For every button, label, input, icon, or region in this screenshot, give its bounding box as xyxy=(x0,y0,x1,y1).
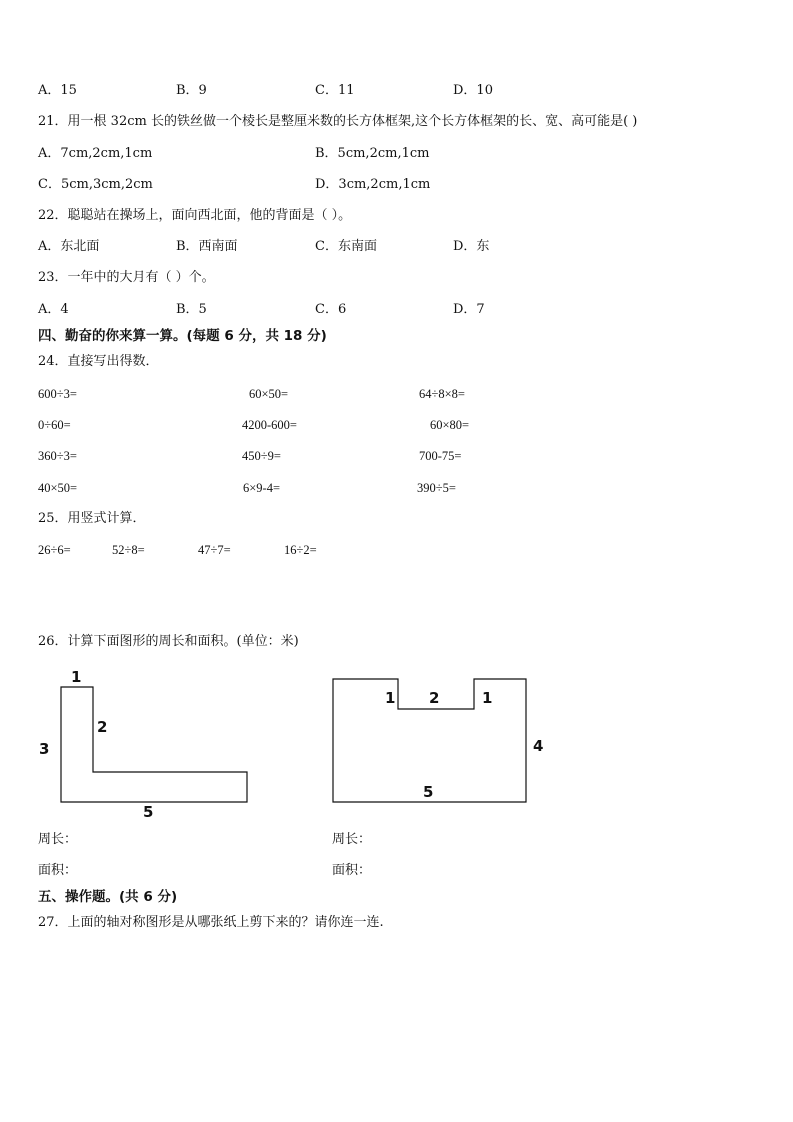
fig2-area-label: 面积： xyxy=(332,863,372,878)
q23-option-b: B．5 xyxy=(176,302,207,317)
q20-option-b: B．9 xyxy=(176,83,207,98)
figure-notched-rect xyxy=(320,662,560,812)
notched-rect-label-right-notch: 1 xyxy=(482,689,493,707)
q22-option-a: A．东北面 xyxy=(38,239,100,254)
q24-r2c3: 60×80= xyxy=(430,418,470,432)
q24-r3c2: 450÷9= xyxy=(242,449,281,463)
q25-item-1: 26÷6= xyxy=(38,543,71,557)
l-shape-label-inner: 2 xyxy=(97,718,108,736)
notched-rect-label-bottom: 5 xyxy=(423,783,434,801)
q23-stem: 23．一年中的大月有（ ）个。 xyxy=(38,270,215,285)
q24-r4c3: 390÷5= xyxy=(417,481,456,495)
q24-r3c1: 360÷3= xyxy=(38,449,77,463)
q23-option-d: D．7 xyxy=(453,302,485,317)
q24-r2c1: 0÷60= xyxy=(38,418,71,432)
q22-option-b: B．西南面 xyxy=(176,239,238,254)
notched-rect-label-left-notch: 1 xyxy=(385,689,396,707)
q24-r4c2: 6×9-4= xyxy=(243,481,281,495)
q21-option-d: D．3cm,2cm,1cm xyxy=(315,177,431,192)
q20-option-d: D．10 xyxy=(453,83,493,98)
q21-stem: 21．用一根 32cm 长的铁丝做一个棱长是整厘米数的长方体框架,这个长方体框架的长、宽、高可能是( ) xyxy=(38,114,638,129)
l-shape-label-bottom: 5 xyxy=(143,803,154,821)
q22-stem: 22．聪聪站在操场上，面向西北面，他的背面是（ ）。 xyxy=(38,208,352,223)
q25-item-3: 47÷7= xyxy=(198,543,231,557)
q25-item-4: 16÷2= xyxy=(284,543,317,557)
q22-option-d: D．东 xyxy=(453,239,490,254)
q25-stem: 25．用竖式计算． xyxy=(38,511,146,526)
l-shape-outline xyxy=(61,687,247,802)
q24-r2c2: 4200-600= xyxy=(242,418,297,432)
fig1-area-label: 面积： xyxy=(38,863,78,878)
fig1-perimeter-label: 周长： xyxy=(38,832,78,847)
q24-r1c2: 60×50= xyxy=(249,387,289,401)
q20-option-c: C．11 xyxy=(315,83,355,98)
fig2-perimeter-label: 周长： xyxy=(332,832,372,847)
l-shape-label-top: 1 xyxy=(71,668,82,686)
q27-stem: 27．上面的轴对称图形是从哪张纸上剪下来的？请你连一连. xyxy=(38,915,384,930)
notched-rect-label-notch: 2 xyxy=(429,689,440,707)
section5-title: 五、操作题。(共 6 分) xyxy=(38,889,178,905)
q24-r1c1: 600÷3= xyxy=(38,387,77,401)
notched-rect-label-right: 4 xyxy=(533,737,544,755)
q20-option-a: A．15 xyxy=(38,83,77,98)
q21-option-a: A．7cm,2cm,1cm xyxy=(38,146,153,161)
q21-option-b: B．5cm,2cm,1cm xyxy=(315,146,430,161)
q23-option-a: A．4 xyxy=(38,302,69,317)
q24-r1c3: 64÷8×8= xyxy=(419,387,465,401)
l-shape-label-left: 3 xyxy=(39,740,50,758)
q23-option-c: C．6 xyxy=(315,302,347,317)
figure-l-shape xyxy=(30,662,260,822)
q22-option-c: C．东南面 xyxy=(315,239,377,254)
q21-option-c: C．5cm,3cm,2cm xyxy=(38,177,153,192)
q25-item-2: 52÷8= xyxy=(112,543,145,557)
q26-stem: 26．计算下面图形的周长和面积。(单位：米) xyxy=(38,634,299,649)
section4-title: 四、勤奋的你来算一算。(每题 6 分，共 18 分) xyxy=(38,328,327,344)
q24-stem: 24．直接写出得数． xyxy=(38,354,159,369)
q24-r3c3: 700-75= xyxy=(419,449,462,463)
q24-r4c1: 40×50= xyxy=(38,481,78,495)
